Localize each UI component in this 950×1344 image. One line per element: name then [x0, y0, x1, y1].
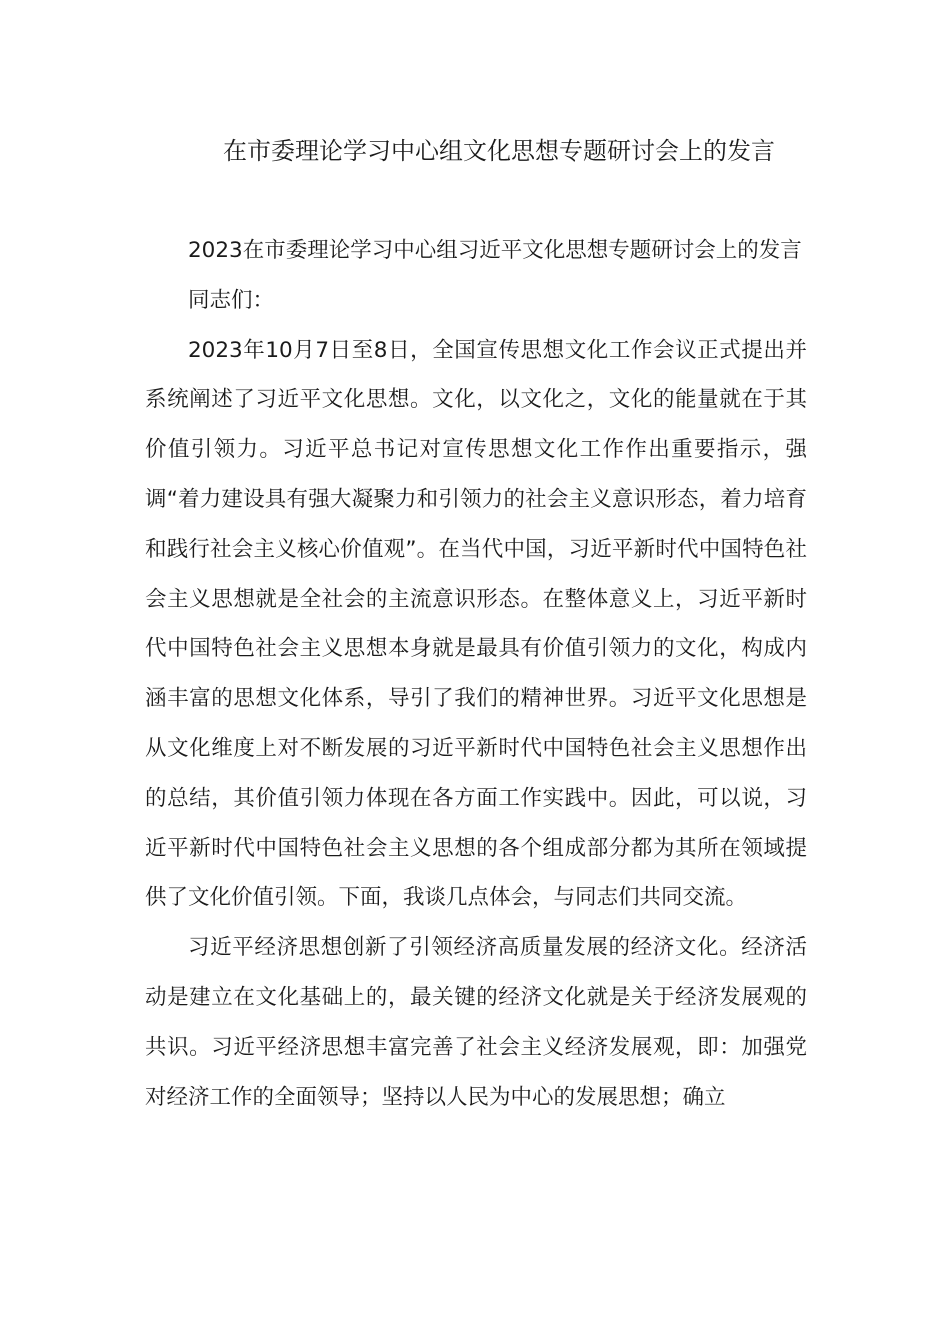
document-body [145, 226, 807, 1122]
subtitle-paragraph: 2023在市委理论学习中心组习近平文化思想专题研讨会上的发言 [188, 238, 802, 263]
salutation-paragraph: 同志们： [188, 287, 275, 313]
body-paragraph: 习近平经济思想创新了引领经济高质量发展的经济文化。经济活动是建立在文化基础上的，最关键的经济文化就是关于经济发展观的共识。习近平经济思想丰富完善了社会主义经济发展观，即：加强党对经济工作的全面领导；坚持以人民为中心的发展思想；确立 [145, 935, 807, 1110]
document-title: 在市委理论学习中心组文化思想专题研讨会上的发言 [223, 137, 775, 165]
body-paragraph: 2023年10月7日至8日，全国宣传思想文化工作会议正式提出并系统阐述了习近平文化思想。文化，以文化之，文化的能量就在于其价值引领力。习近平总书记对宣传思想文化工作作出重要指示，强调“着力建设具有强大凝聚力和引领力的社会主义意识形态，着力培育和践行社会主义核心价值观”。在当代中国，习近平新时代中国特色社会主义思想就是全社会的主流意识形态。在整体意义上，习近平新时代中国特色社会主义思想本身就是最具有价值引领力的文化，构成内涵丰富的思想文化体系，导引了我们的精神世界。习近平文化思想是从文化维度上对不断发展的习近平新时代中国特色社会主义思想作出的总结，其价值引领力体现在各方面工作实践中。因此，可以说，习近平新时代中国特色社会主义思想的各个组成部分都为其所在领域提供了文化价值引领。下面，我谈几点体会，与同志们共同交流。 [145, 337, 807, 911]
